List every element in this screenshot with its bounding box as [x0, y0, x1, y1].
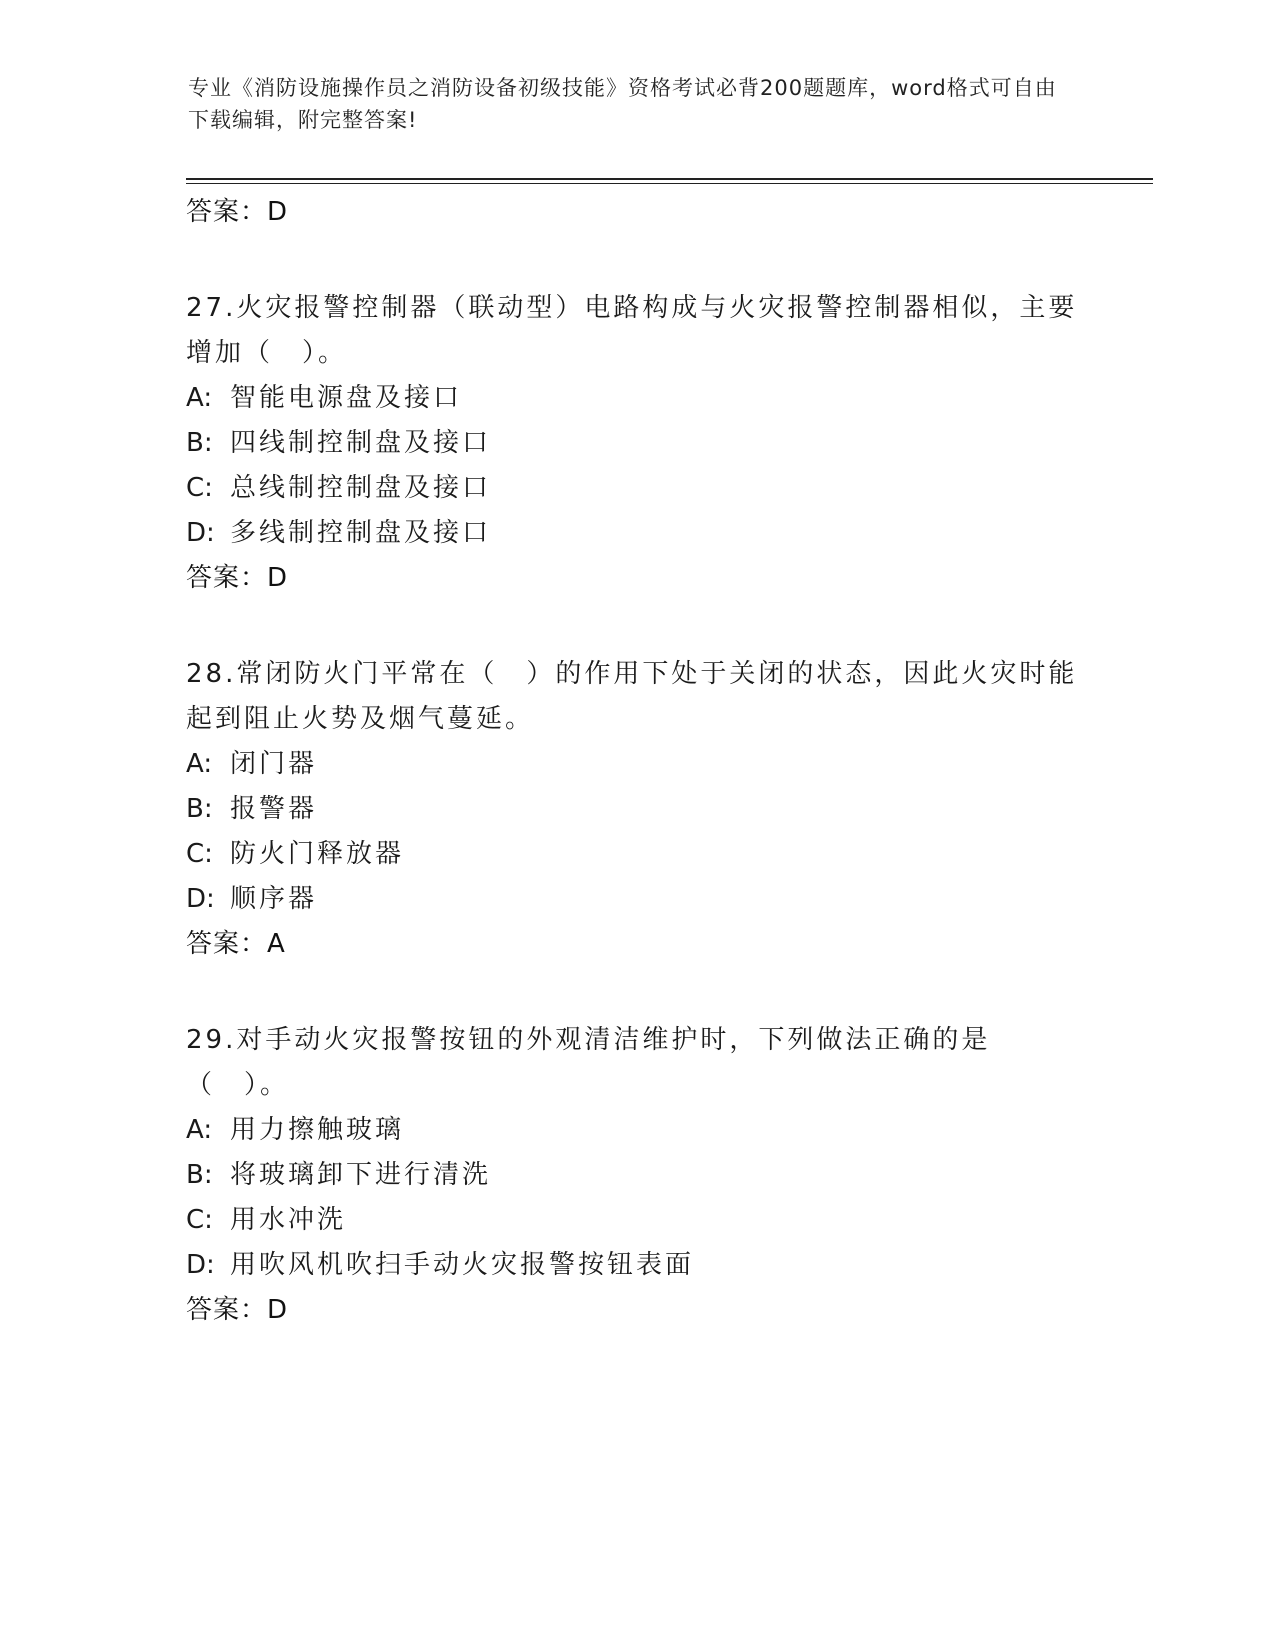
question-28: [186, 652, 1086, 962]
option-text: 防火门释放器: [230, 839, 405, 869]
option-text: 智能电源盘及接口: [230, 383, 463, 413]
option-letter: A:: [186, 1115, 213, 1145]
option-a: [186, 742, 1086, 787]
option-letter: C:: [186, 839, 213, 869]
option-d: [186, 877, 1086, 922]
option-text: 顺序器: [230, 884, 318, 914]
option-letter: B:: [186, 794, 213, 824]
document-body: [186, 190, 1086, 1328]
header-divider-thin: [186, 183, 1153, 184]
question-stem: 27.火灾报警控制器（联动型）电路构成与火灾报警控制器相似，主要增加（ ）。: [186, 293, 1078, 368]
answer-line: 答案：D: [186, 563, 289, 593]
option-text: 报警器: [230, 794, 318, 824]
header-divider-thick: [186, 178, 1153, 180]
option-text: 将玻璃卸下进行清洗: [230, 1160, 492, 1190]
option-text: 闭门器: [230, 749, 318, 779]
answer-line: 答案：D: [186, 1295, 289, 1325]
option-letter: A:: [186, 749, 213, 779]
question-stem: 29.对手动火灾报警按钮的外观清洁维护时，下列做法正确的是（ ）。: [186, 1025, 991, 1100]
answer-line: 答案：A: [186, 929, 286, 959]
option-d: [186, 511, 1086, 556]
option-letter: B:: [186, 1160, 213, 1190]
answer-line: 答案：D: [186, 197, 289, 227]
option-d: [186, 1243, 1086, 1288]
question-stem: 28.常闭防火门平常在（ ）的作用下处于关闭的状态，因此火灾时能起到阻止火势及烟气蔓延。: [186, 659, 1078, 734]
option-letter: D:: [186, 518, 215, 548]
option-text: 总线制控制盘及接口: [230, 473, 492, 503]
page-header: 专业《消防设施操作员之消防设备初级技能》资格考试必背200题题库，word格式可自由下载编辑，附完整答案!: [188, 76, 1057, 132]
option-letter: B:: [186, 428, 213, 458]
option-text: 四线制控制盘及接口: [230, 428, 492, 458]
option-b: [186, 787, 1086, 832]
option-text: 多线制控制盘及接口: [230, 518, 492, 548]
option-letter: C:: [186, 1205, 213, 1235]
option-letter: C:: [186, 473, 213, 503]
option-b: [186, 421, 1086, 466]
option-text: 用水冲洗: [230, 1205, 347, 1235]
option-letter: D:: [186, 1250, 215, 1280]
option-a: [186, 376, 1086, 421]
option-text: 用力擦触玻璃: [230, 1115, 405, 1145]
option-b: [186, 1153, 1086, 1198]
option-c: [186, 466, 1086, 511]
option-text: 用吹风机吹扫手动火灾报警按钮表面: [230, 1250, 695, 1280]
option-a: [186, 1108, 1086, 1153]
option-c: [186, 832, 1086, 877]
option-letter: D:: [186, 884, 215, 914]
option-letter: A:: [186, 383, 213, 413]
question-29: [186, 1018, 1086, 1328]
question-27: [186, 286, 1086, 596]
option-c: [186, 1198, 1086, 1243]
